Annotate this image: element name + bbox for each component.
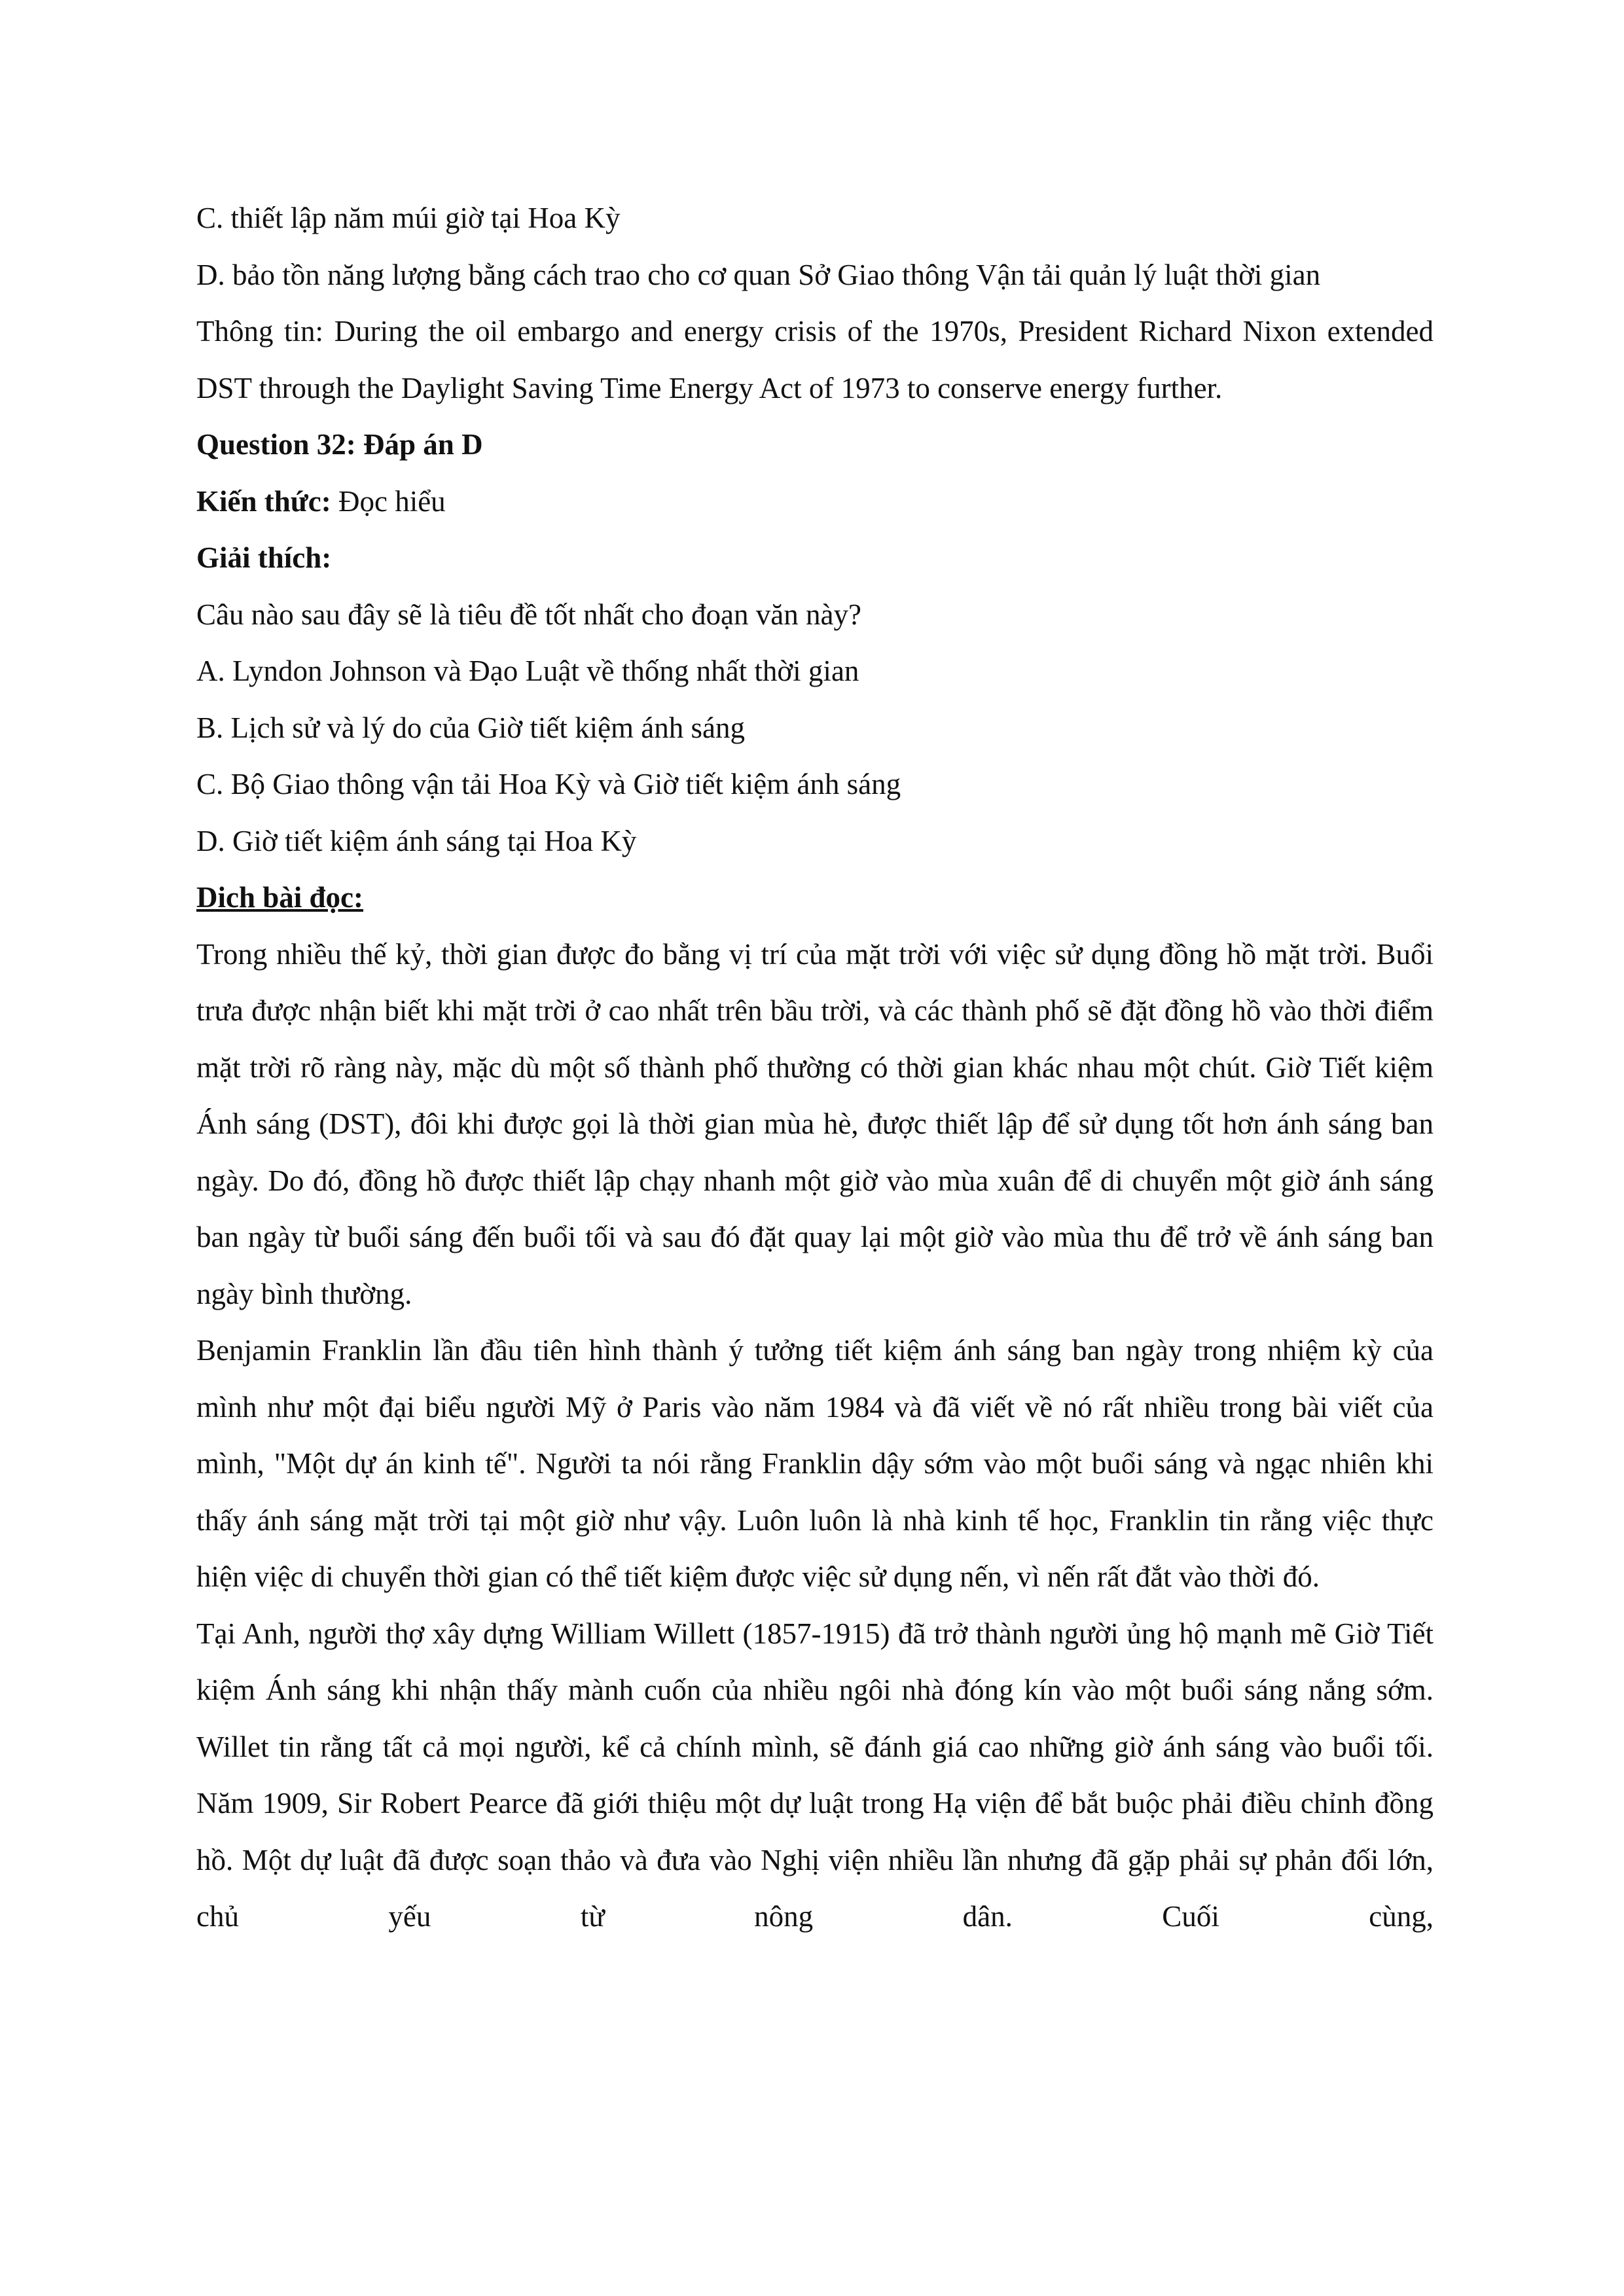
knowledge-label: Kiến thức: bbox=[196, 484, 331, 518]
info-paragraph: Thông tin: During the oil embargo and energy crisis of the 1970s, President Richard Nixon extended DST through the Daylight Saving Time Energy Act of 1973 to conserve energy further. bbox=[196, 315, 1434, 404]
translation-paragraph-2: Benjamin Franklin lần đầu tiên hình thành ý tưởng tiết kiệm ánh sáng ban ngày trong nhiệm kỳ của mình như một đại biểu người Mỹ ở Paris vào năm 1984 và đã viết về nó rất nhiều trong bài viết của mình, "Một dự án kinh tế". Người ta nói rằng Franklin dậy sớm vào một buổi sáng và ngạc nhiên khi thấy ánh sáng mặt trời tại một giờ như vậy. Luôn luôn là nhà kinh tế học, Franklin tin rằng việc thực hiện việc di chuyển thời gian có thể tiết kiệm được việc sử dụng nến, vì nến rất đắt vào thời đó. bbox=[196, 1334, 1434, 1593]
translation-paragraph-1: Trong nhiều thế kỷ, thời gian được đo bằng vị trí của mặt trời với việc sử dụng đồng hồ mặt trời. Buổi trưa được nhận biết khi mặt trời ở cao nhất trên bầu trời, và các thành phố sẽ đặt đồng hồ vào thời điểm mặt trời rõ ràng này, mặc dù một số thành phố thường có thời gian khác nhau một chút. Giờ Tiết kiệm Ánh sáng (DST), đôi khi được gọi là thời gian mùa hè, được thiết lập để sử dụng tốt hơn ánh sáng ban ngày. Do đó, đồng hồ được thiết lập chạy nhanh một giờ vào mùa xuân để di chuyển một giờ ánh sáng ban ngày từ buổi sáng đến buổi tối và sau đó đặt quay lại một giờ vào mùa thu để trở về ánh sáng ban ngày bình thường. bbox=[196, 937, 1434, 1310]
option-d-text: D. bảo tồn năng lượng bằng cách trao cho cơ quan Sở Giao thông Vận tải quản lý luật thời gian bbox=[196, 258, 1321, 291]
question-heading: Question 32: Đáp án D bbox=[196, 428, 483, 461]
knowledge-line bbox=[196, 473, 1434, 530]
option-c-text: C. thiết lập năm múi giờ tại Hoa Kỳ bbox=[196, 202, 621, 234]
translation-heading: Dich bài đọc: bbox=[196, 881, 364, 914]
answer-option-d: D. Giờ tiết kiệm ánh sáng tại Hoa Kỳ bbox=[196, 824, 637, 857]
answer-option-b: B. Lịch sử và lý do của Giờ tiết kiệm ánh sáng bbox=[196, 711, 746, 744]
explain-label: Giải thích: bbox=[196, 541, 332, 574]
answer-option-c: C. Bộ Giao thông vận tải Hoa Kỳ và Giờ tiết kiệm ánh sáng bbox=[196, 768, 901, 800]
translation-paragraph-3: Tại Anh, người thợ xây dựng William Willett (1857-1915) đã trở thành người ủng hộ mạnh mẽ Giờ Tiết kiệm Ánh sáng khi nhận thấy mành cuốn của nhiều ngôi nhà đóng kín vào một buổi sáng nắng sớm. Willet tin rằng tất cả mọi người, kể cả chính mình, sẽ đánh giá cao những giờ ánh sáng vào buổi tối. Năm 1909, Sir Robert Pearce đã giới thiệu một dự luật trong Hạ viện để bắt buộc phải điều chỉnh đồng hồ. Một dự luật đã được soạn thảo và đưa vào Nghị viện nhiều lần nhưng đã gặp phải sự phản đối lớn, chủ yếu từ nông dân. Cuối cùng, bbox=[196, 1617, 1434, 1933]
question-text: Câu nào sau đây sẽ là tiêu đề tốt nhất cho đoạn văn này? bbox=[196, 598, 861, 631]
knowledge-value: Đọc hiểu bbox=[331, 484, 446, 518]
document-page bbox=[196, 190, 1434, 1945]
answer-option-a: A. Lyndon Johnson và Đạo Luật về thống nhất thời gian bbox=[196, 655, 859, 687]
